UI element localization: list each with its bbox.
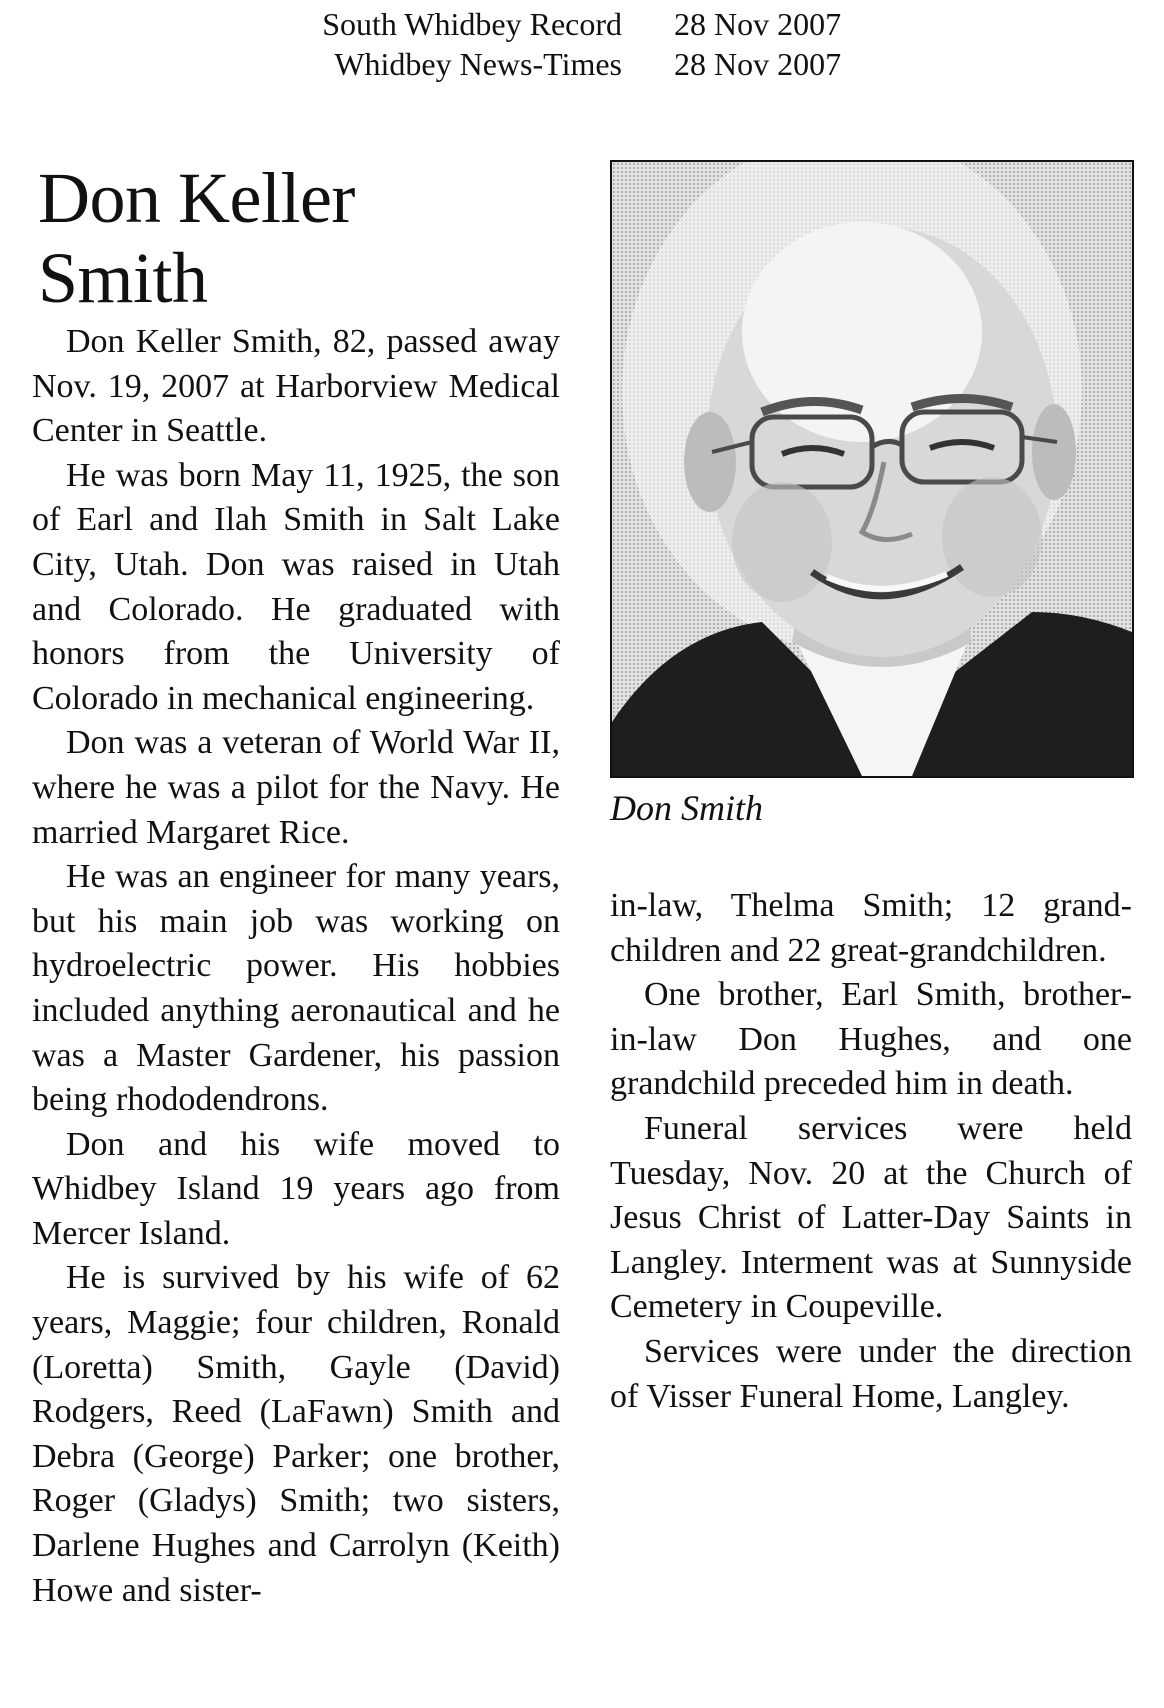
- obituary-paragraph: He is survived by his wife of 62 years, Maggie; four children, Ronald (Loretta) Smith, Gayle (David) Rodgers, Reed (LaFawn) Smith and Debra (George) Parker; one brother, Roger (Gladys) Smith; two sisters, Darlene Hughes and Carrolyn (Keith) Howe and sister-: [32, 1259, 560, 1609]
- obituary-paragraph: Don and his wife moved to Whidbey Island 19 years ago from Mercer Island.: [32, 1125, 560, 1252]
- publication-date: 28 Nov 2007: [674, 46, 842, 82]
- obituary-paragraph: He was an engineer for many years, but his main job was working on hydroelectric power. His hobbies included anything aeronautical and he was a Master Gardener, his passion being rhododendrons.: [32, 858, 560, 1119]
- source-line: [0, 4, 1164, 44]
- obituary-paragraph: Don Keller Smith, 82, passed away Nov. 19, 2007 at Harborview Medical Center in Seattle.: [32, 323, 560, 450]
- left-text-column: [32, 320, 560, 1613]
- publication-date: 28 Nov 2007: [674, 6, 842, 42]
- right-text-column: [610, 884, 1132, 1419]
- obituary-headline: [38, 158, 558, 318]
- photo-caption: Don Smith: [610, 788, 763, 828]
- source-line: [0, 44, 1164, 84]
- obituary-paragraph-continued: in-law, Thelma Smith; 12 grandchildren and 22 great-grandchildren.: [610, 887, 1132, 969]
- obituary-paragraph: One brother, Earl Smith, brother-in-law Don Hughes, and one grandchild preceded him in death.: [610, 976, 1132, 1103]
- portrait-photo-drawing: [612, 162, 1132, 776]
- newspaper-name: South Whidbey Record: [322, 6, 622, 42]
- obituary-paragraph: Services were under the direction of Visser Funeral Home, Langley.: [610, 1332, 1132, 1415]
- obituary-paragraph: He was born May 11, 1925, the son of Earl and Ilah Smith in Salt Lake City, Utah. Don was raised in Utah and Colorado. He graduated with honors from the University of Colorado in mechanical engineering.: [32, 456, 560, 717]
- headline-line-1: Don Keller: [38, 158, 355, 238]
- newspaper-name: Whidbey News-Times: [334, 46, 622, 82]
- portrait-photo: [610, 160, 1134, 778]
- source-header: [0, 4, 1164, 84]
- headline-line-2: Smith: [38, 238, 208, 318]
- obituary-paragraph: Funeral services were held Tuesday, Nov. 20 at the Church of Jesus Christ of Latter-Day Saints in Langley. Interment was at Sunnyside Cemetery in Coupeville.: [610, 1109, 1132, 1326]
- obituary-paragraph: Don was a veteran of World War II, where he was a pilot for the Navy. He married Margaret Rice.: [32, 724, 560, 851]
